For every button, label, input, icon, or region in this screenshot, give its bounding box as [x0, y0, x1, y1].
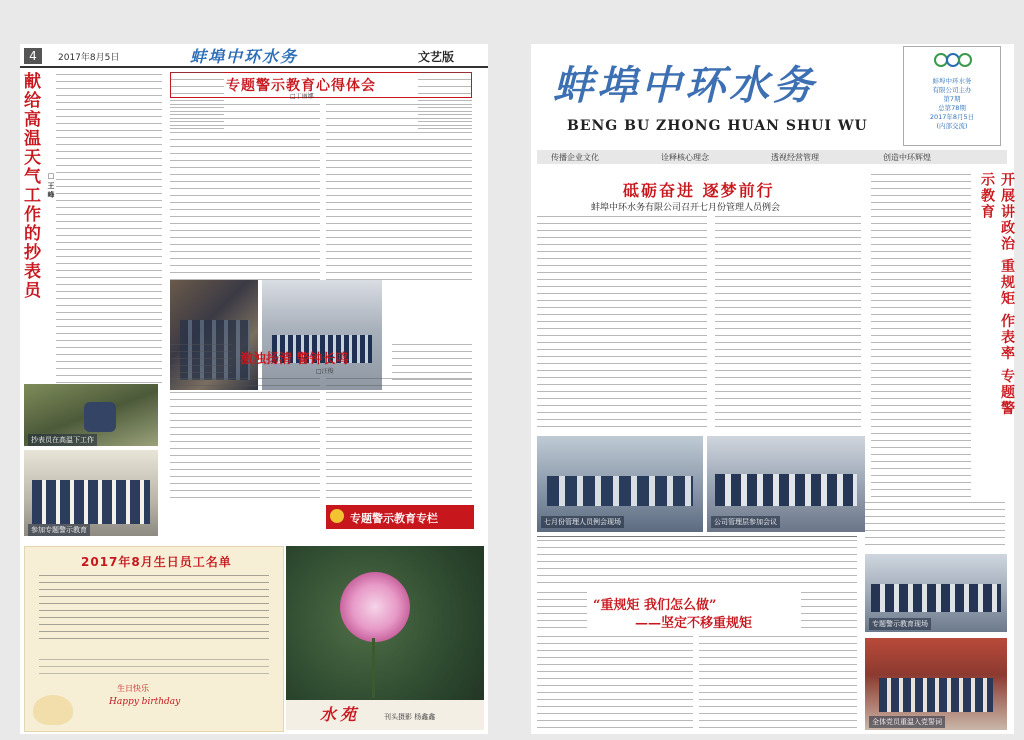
party-emblem-icon — [330, 509, 344, 523]
birthday-name-list — [39, 575, 269, 639]
slogan-2: 诠释核心理念 — [661, 153, 709, 162]
article3-col2 — [699, 636, 857, 730]
right-masthead: 蚌埠中环水务 — [553, 63, 817, 109]
group-photo — [24, 450, 158, 536]
slogan-3: 透视经营管理 — [771, 153, 819, 162]
info-line-1: 蚌埠中环水务 — [932, 77, 972, 85]
article3-text-right — [801, 592, 857, 632]
right-article-text — [871, 174, 971, 498]
right-photo3-caption: 专题警示教育现场 — [869, 618, 931, 630]
left-page — [20, 44, 488, 734]
right-photo1-caption: 七月份管理人员例会现场 — [541, 516, 624, 528]
meeting-room-photo-1 — [537, 436, 703, 532]
oath-photo — [865, 638, 1007, 730]
page-number: 4 — [24, 48, 42, 64]
photo1-caption: 抄表员在高温下工作 — [28, 434, 97, 446]
side-title: 献给高温天气工作的抄表员 — [20, 72, 40, 300]
photo2-caption: 参加专题警示教育 — [28, 524, 90, 536]
article2-intro-right — [392, 344, 472, 380]
lotus-stem — [372, 638, 375, 698]
cake-icon — [33, 695, 73, 725]
info-line-2: 有限公司主办 — [932, 86, 972, 94]
right-side-title: 开展讲政治 重规矩 作表率 专题警示教育 — [979, 172, 1015, 417]
article3-title: “重规矩 我们怎么做” — [593, 598, 717, 613]
education-photo — [865, 554, 1007, 632]
info-line-3: 第7期 — [943, 95, 961, 103]
article2-author: □汪俊 — [316, 368, 334, 375]
article2-col2 — [326, 378, 472, 502]
birthday-sign: 生日快乐 — [117, 684, 149, 693]
right-photo2-caption: 公司管理层参加会议 — [711, 516, 780, 528]
lotus-author: 刊头摄影 杨鑫鑫 — [384, 713, 436, 721]
info-line-4: 总第78期 — [938, 104, 966, 112]
article2-col1 — [170, 378, 320, 502]
article1-author: □丁丽娜 — [290, 93, 314, 100]
right-page — [531, 44, 1014, 734]
slogan-bar — [537, 150, 1007, 164]
banner-label: 专题警示教育专栏 — [350, 512, 438, 525]
main-article-col1 — [537, 216, 707, 428]
birthday-greeting — [39, 659, 269, 679]
article1-col1 — [170, 104, 320, 280]
birthday-title: 2017年8月生日员工名单 — [81, 555, 232, 569]
meter-reader-photo — [24, 384, 158, 446]
right-article-tail — [865, 502, 1005, 550]
article3-text-left — [537, 592, 587, 632]
article1-title: 专题警示教育心得体会 — [226, 78, 376, 94]
main-title: 砥砺奋进 逐梦前行 — [623, 181, 775, 200]
masthead-pinyin: BENG BU ZHONG HUAN SHUI WU — [567, 118, 868, 134]
left-masthead: 蚌埠中环水务 — [190, 47, 299, 66]
header-rule — [20, 66, 488, 68]
article2-title: 激浊扬清 警钟长鸣 — [240, 352, 349, 367]
side-article-text — [56, 74, 162, 384]
main-subtitle: 蚌埠中环水务有限公司召开七月份管理人员例会 — [591, 203, 781, 213]
issue-info-box — [903, 46, 1001, 146]
company-logo-icon — [934, 53, 970, 73]
side-author: □王峰 — [47, 172, 55, 200]
right-photo4-caption: 全体党员重温入党誓词 — [869, 716, 945, 728]
article3-subtitle: ——坚定不移重规矩 — [635, 616, 753, 631]
article1-col2 — [326, 104, 472, 280]
meeting-room-photo-2 — [707, 436, 865, 532]
birthday-en: Happy birthday — [109, 697, 181, 707]
article2-intro-left — [170, 344, 232, 380]
section-label: 文艺版 — [418, 50, 455, 64]
birthday-box — [24, 546, 284, 732]
slogan-4: 创造中环辉煌 — [883, 153, 931, 162]
article3-col1 — [537, 636, 693, 730]
issue-date: 2017年8月5日 — [58, 53, 120, 63]
lotus-flower-icon — [340, 572, 410, 642]
info-line-5: 2017年8月5日 — [929, 113, 975, 121]
slogan-1: 传播企业文化 — [551, 153, 599, 162]
main-article-col2 — [715, 216, 861, 428]
education-banner — [326, 505, 474, 529]
info-line-6: (内部交流) — [936, 122, 968, 130]
info-lines — [908, 77, 996, 131]
bottom-rule — [537, 536, 857, 537]
lotus-title: 水苑 — [320, 705, 361, 724]
article3-intro — [537, 540, 857, 586]
